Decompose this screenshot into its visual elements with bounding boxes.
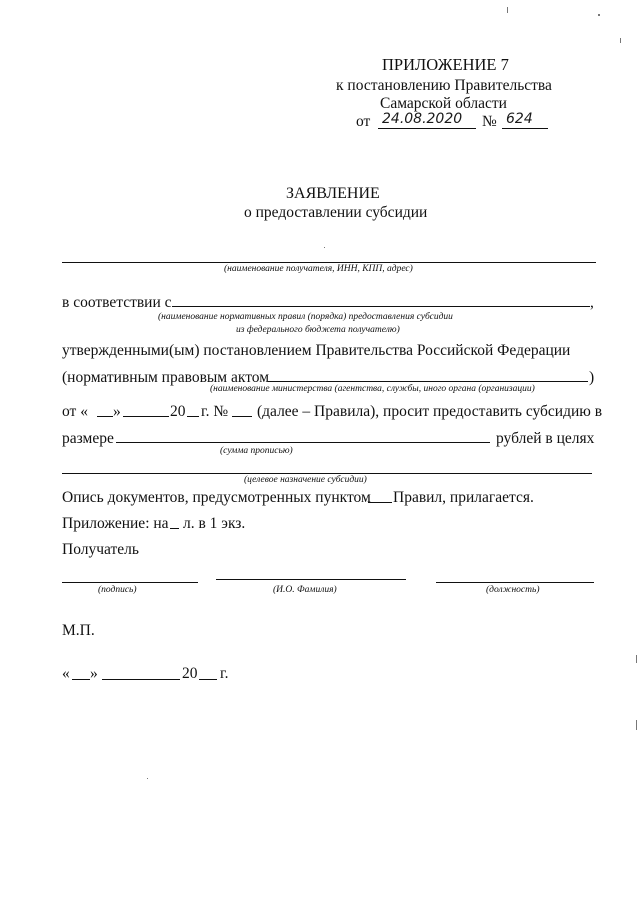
act-close-paren: )	[589, 369, 595, 386]
from-label: от «	[62, 403, 88, 420]
document-subtitle: о предоставлении субсидии	[244, 204, 428, 221]
name-caption: (И.О. Фамилия)	[273, 585, 337, 595]
recipient-field-line[interactable]	[62, 262, 596, 263]
position-caption: (должность)	[486, 585, 540, 595]
rules-text: (далее – Правила), просит предоставить субсидию в	[257, 403, 603, 420]
ministry-caption: (наименование министерства (агентства, службы, иного органа (организации)	[210, 384, 535, 394]
position-line[interactable]	[436, 582, 594, 583]
inventory-text-a: Опись документов, предусмотренных пунктом	[62, 489, 371, 506]
appendix-number-sign: №	[482, 113, 497, 130]
document-title: ЗАЯВЛЕНИЕ	[286, 185, 380, 202]
appendix-date-value: 24.08.2020	[382, 111, 463, 127]
purpose-caption: (целевое назначение субсидии)	[244, 475, 367, 485]
from-year-g-number: г. №	[201, 403, 229, 420]
accordance-comma: ,	[590, 294, 594, 311]
footer-date-open: «	[62, 665, 70, 682]
inventory-item-line[interactable]	[368, 502, 392, 503]
from-month-line[interactable]	[123, 416, 169, 417]
rules-caption-1: (наименование нормативных правил (порядка) предоставления субсидии	[158, 312, 453, 322]
footer-year-prefix: 20	[182, 665, 198, 682]
amount-caption: (сумма прописью)	[220, 446, 293, 456]
scan-speck-edge	[620, 38, 621, 43]
rules-caption-2: из федерального бюджета получателю)	[236, 325, 400, 335]
footer-date-close: »	[90, 665, 98, 682]
recipient-caption: (наименование получателя, ИНН, КПП, адрес)	[224, 264, 413, 274]
signature-caption: (подпись)	[98, 585, 137, 595]
name-line[interactable]	[216, 579, 406, 580]
from-day-line[interactable]	[97, 416, 113, 417]
inventory-text-b: Правил, прилагается.	[393, 489, 534, 506]
attachment-text-b: л. в 1 экз.	[183, 515, 246, 532]
accordance-label: в соответствии с	[62, 294, 172, 311]
seal-mark: М.П.	[62, 622, 95, 639]
attachment-text-a: Приложение: на	[62, 515, 169, 532]
from-year-line[interactable]	[187, 416, 199, 417]
appendix-number-line	[502, 128, 548, 129]
signature-line[interactable]	[62, 582, 198, 583]
footer-year-g: г.	[220, 665, 229, 682]
footer-day-line[interactable]	[72, 679, 90, 680]
amount-field-line[interactable]	[116, 442, 490, 443]
appendix-date-line	[378, 128, 476, 129]
recipient-label: Получатель	[62, 541, 139, 558]
appendix-line-2: Самарской области	[380, 95, 507, 112]
appendix-title: ПРИЛОЖЕНИЕ 7	[382, 55, 509, 74]
appendix-number-value: 624	[506, 111, 533, 127]
approved-line-text: утвержденными(ым) постановлением Правительства Российской Федерации	[62, 342, 571, 359]
amount-end: рублей в целях	[496, 430, 595, 447]
from-year-prefix: 20	[170, 403, 186, 420]
footer-month-line[interactable]	[102, 679, 180, 680]
from-quote-close: »	[113, 403, 121, 420]
purpose-field-line[interactable]	[62, 473, 592, 474]
accordance-field-line[interactable]	[172, 306, 590, 307]
appendix-date-prefix: от	[356, 113, 371, 130]
scan-speck-mid	[324, 247, 325, 248]
scan-speck-corner	[598, 14, 600, 16]
act-label: (нормативным правовым актом	[62, 369, 270, 386]
scan-speck-top	[507, 7, 508, 13]
attachment-pages-line[interactable]	[170, 528, 179, 529]
from-number-line[interactable]	[232, 416, 252, 417]
act-field-line[interactable]	[268, 381, 588, 382]
appendix-line-1: к постановлению Правительства	[336, 77, 552, 94]
footer-year-line[interactable]	[199, 679, 217, 680]
amount-label: размере	[62, 430, 114, 447]
scan-speck-right-2	[636, 720, 637, 730]
scan-speck-bottom	[147, 778, 148, 779]
scan-speck-right-1	[636, 655, 637, 663]
